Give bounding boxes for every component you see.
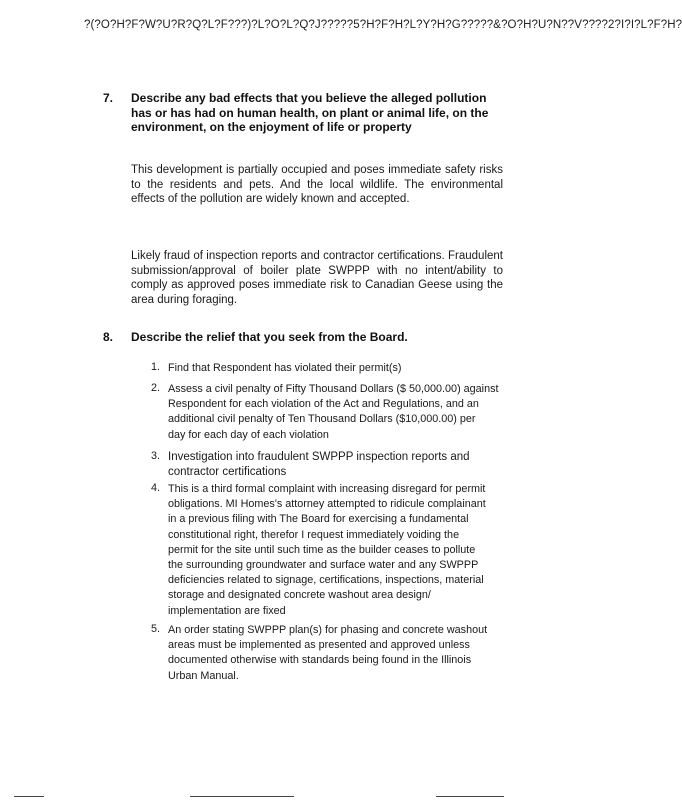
page-header-garbled: ?(?O?H?F?W?U?R?Q?L?F???)?L?O?L?Q?J?????5?H?F?H?L?Y?H?G?????&?O?H?U?N??V????2?I?I?L?F?H?	[84, 19, 682, 31]
question-8-number: 8.	[103, 330, 114, 344]
list-number: 4.	[151, 482, 161, 494]
line: deficiencies related to signage, certifications, inspections, material	[168, 574, 484, 587]
line: Assess a civil penalty of Fifty Thousand Dollars ($ 50,000.00) against	[168, 383, 499, 395]
line: constitutional right, therefor I request immediately voiding the	[168, 528, 460, 541]
line: obligations. MI Homes's attorney attempted to ridicule complainant	[168, 498, 486, 511]
relief-item-text	[168, 382, 498, 443]
question-7-title	[131, 91, 488, 135]
question-7-answer-paragraph-2: Likely fraud of inspection reports and contractor certifications. Fraudulent submission/approval of boiler plate SWPPP with no intent/ability to comply as approved poses immediate risk to Canadian Geese using the area during foraging.	[131, 250, 503, 306]
line: An order stating SWPPP plan(s) for phasing and concrete washout	[168, 624, 488, 636]
line: Urban Manual.	[168, 669, 239, 682]
list-number: 1.	[151, 361, 161, 373]
footer-signature-line	[436, 796, 504, 797]
relief-item-text	[168, 450, 470, 479]
line: implementation are fixed	[168, 604, 286, 617]
relief-item-text	[168, 482, 486, 619]
list-number: 3.	[151, 450, 161, 462]
line: Respondent for each violation of the Act and Regulations, and an	[168, 398, 479, 411]
list-number: 2.	[151, 382, 161, 394]
line: documented otherwise with standards being found in the Illinois	[168, 654, 472, 667]
line: the surrounding groundwater and surface water and any SWPPP	[168, 559, 479, 572]
relief-item-text	[168, 623, 487, 684]
line: Investigation into fraudulent SWPPP inspection reports and	[168, 451, 470, 463]
line: Find that Respondent has violated their permit(s)	[168, 362, 402, 374]
line: storage and designated concrete washout area design/	[168, 589, 431, 602]
line: additional civil penalty of Ten Thousand Dollars ($10,000.00) per	[168, 413, 476, 426]
question-7-title-line: has or has had on human health, on plant or animal life, on the	[131, 105, 489, 120]
question-7-title-line: environment, on the enjoyment of life or property	[131, 120, 412, 134]
relief-item-text	[168, 361, 401, 376]
list-number: 5.	[151, 623, 161, 635]
line: in a previous filing with The Board for exercising a fundamental	[168, 513, 469, 526]
line: permit for the site until such time as the builder ceases to pollute	[168, 543, 476, 556]
question-7-answer-paragraph-1: This development is partially occupied and poses immediate safety risks to the residents and pets. And the local wildlife. The environmental effects of the pollution are widely known and accepted.	[131, 164, 503, 205]
footer-signature-line	[14, 796, 44, 797]
line: areas must be implemented as presented and approved unless	[168, 639, 470, 652]
footer-signature-line	[190, 796, 294, 797]
question-7-number: 7.	[103, 91, 114, 105]
line: contractor certifications	[168, 465, 287, 478]
line: This is a third formal complaint with increasing disregard for permit	[168, 483, 486, 495]
question-8-title: Describe the relief that you seek from the Board.	[131, 330, 408, 344]
question-7-title-line: Describe any bad effects that you believe the alleged pollution	[131, 91, 487, 105]
line: day for each day of each violation	[168, 428, 329, 441]
